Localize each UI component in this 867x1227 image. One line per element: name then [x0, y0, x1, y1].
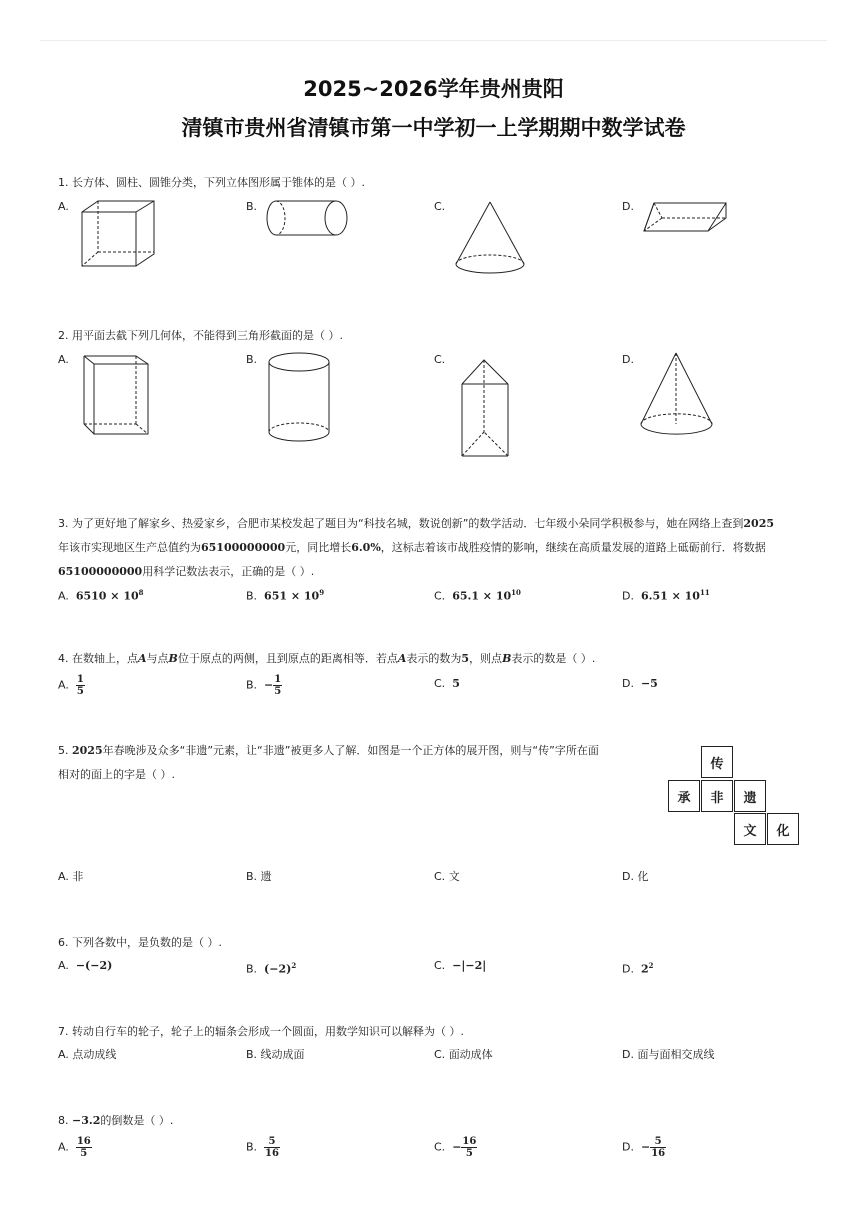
q7-option-a[interactable]: A. 点动成线 — [58, 1048, 117, 1061]
question-6-stem: 6. 下列各数中，是负数的是（ ）. — [58, 936, 222, 949]
triangular-prism-lying-figure — [640, 198, 732, 236]
q4-option-a[interactable]: A. $\frac{1}{5}$ — [58, 674, 84, 697]
vertical-cylinder-figure — [264, 350, 334, 446]
question-3-stem-line1: 3. 为了更好地了解家乡、热爱家乡，合肥市某校发起了题目为“科技名城，数说创新”的数学活动．七年级小朵同学积极参与，她在网络上查到2025 — [58, 517, 775, 530]
q5-option-c[interactable]: C. 文 — [434, 870, 460, 883]
net-face-chuan: 传 — [701, 746, 733, 778]
q6-option-d[interactable]: D. $2^2$ — [622, 961, 654, 976]
q7-option-d[interactable]: D. 面与面相交成线 — [622, 1048, 715, 1061]
q5-option-d[interactable]: D. 化 — [622, 870, 649, 883]
q2-option-b-label: B. — [246, 353, 258, 366]
cube-figure — [78, 198, 160, 270]
q3-option-b[interactable]: B. $651 \times 10^9$ — [246, 588, 325, 603]
q8-option-a[interactable]: A. $\frac{16}{5}$ — [58, 1136, 91, 1159]
horizontal-cylinder-figure — [264, 198, 354, 240]
cone-figure — [452, 198, 530, 278]
q1-option-b-label: B. — [246, 200, 258, 213]
q1-option-a-label: A. — [58, 200, 69, 213]
question-7-stem: 7. 转动自行车的轮子，轮子上的辐条会形成一个圆面，用数学知识可以解释为（ ）. — [58, 1025, 464, 1038]
q8-option-c[interactable]: C. − $\frac{16}{5}$ — [434, 1136, 477, 1159]
page-title-line1: 2025~2026学年贵州贵阳 — [303, 77, 564, 101]
q2-option-c-label: C. — [434, 353, 446, 366]
q5-option-b[interactable]: B. 遗 — [246, 870, 272, 883]
net-face-wen: 文 — [734, 813, 766, 845]
q2-option-a-label: A. — [58, 353, 69, 366]
top-divider — [40, 40, 827, 41]
q3-option-c[interactable]: C. $65.1 \times 10^{10}$ — [434, 588, 521, 603]
question-3-stem-line2: 年该市实现地区生产总值约为65100000000元，同比增长6.0%，这标志着该市战胜疫情的影响，继续在高质量发展的道路上砥砺前行．将数据 — [58, 541, 766, 554]
q3-option-d[interactable]: D. $6.51 \times 10^{11}$ — [622, 588, 710, 603]
question-2-stem: 2. 用平面去截下列几何体，不能得到三角形截面的是（ ）. — [58, 329, 343, 342]
rectangular-prism-figure — [80, 352, 152, 438]
q8-option-d[interactable]: D. − $\frac{5}{16}$ — [622, 1136, 666, 1159]
q3-option-a[interactable]: A. $6510 \times 10^8$ — [58, 588, 144, 603]
q7-option-c[interactable]: C. 面动成体 — [434, 1048, 493, 1061]
question-1-stem: 1. 长方体、圆柱、圆锥分类，下列立体图形属于锥体的是（ ）. — [58, 176, 365, 189]
page-title-line2: 清镇市贵州省清镇市第一中学初一上学期期中数学试卷 — [181, 116, 686, 140]
question-8-stem: 8. −3.2的倒数是（ ）. — [58, 1114, 174, 1127]
question-5-stem-line2: 相对的面上的字是（ ）. — [58, 768, 175, 781]
cone-upright-figure — [636, 350, 720, 442]
q1-option-c-label: C. — [434, 200, 446, 213]
q5-option-a[interactable]: A. 非 — [58, 870, 84, 883]
net-face-yi: 遗 — [734, 780, 766, 812]
q4-option-b[interactable]: B. − $\frac{1}{5}$ — [246, 674, 282, 697]
question-4-stem: 4. 在数轴上，点A与点B位于原点的两侧，且到原点的距离相等．若点A表示的数为5，则点B表示的数是（ ）. — [58, 652, 596, 665]
q4-option-c[interactable]: C. 5 — [434, 677, 460, 690]
net-face-hua: 化 — [767, 813, 799, 845]
q7-option-b[interactable]: B. 线动成面 — [246, 1048, 305, 1061]
net-face-fei: 非 — [701, 780, 733, 812]
triangular-prism-upright-figure — [456, 356, 516, 462]
question-3-stem-line3: 65100000000用科学记数法表示，正确的是（ ）. — [58, 565, 315, 578]
q2-option-d-label: D. — [622, 353, 634, 366]
q6-option-b[interactable]: B. $(-2)^2$ — [246, 961, 297, 976]
q1-option-d-label: D. — [622, 200, 634, 213]
q6-option-a[interactable]: A. −(−2) — [58, 959, 113, 972]
question-5-stem-line1: 5. 2025年春晚涉及众多“非遗”元素，让“非遗”被更多人了解．如图是一个正方体的展开图，则与“传”字所在面 — [58, 744, 599, 757]
q4-option-d[interactable]: D. −5 — [622, 677, 658, 690]
q6-option-c[interactable]: C. −|−2| — [434, 959, 487, 972]
q8-option-b[interactable]: B. $\frac{5}{16}$ — [246, 1136, 279, 1159]
net-face-cheng: 承 — [668, 780, 700, 812]
